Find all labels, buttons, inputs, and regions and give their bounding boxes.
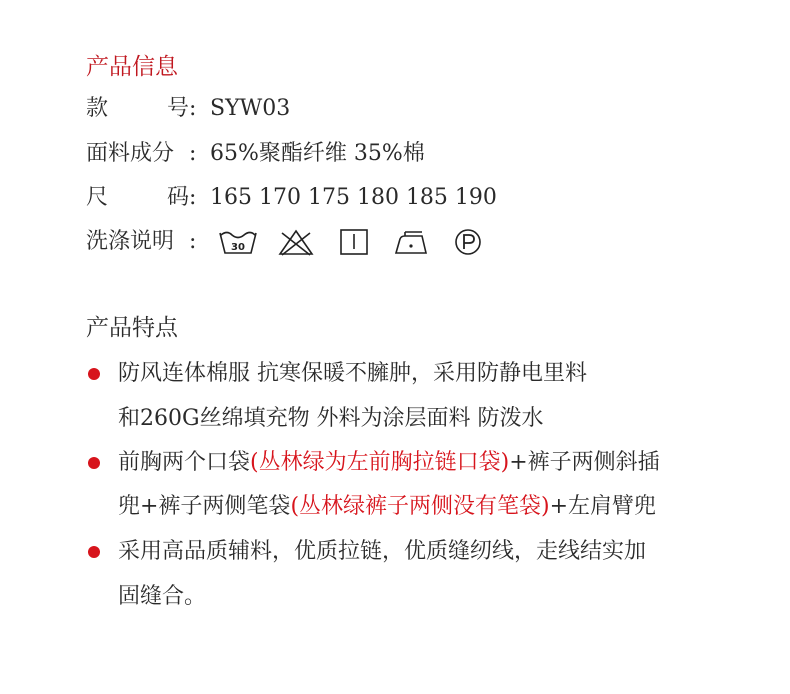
- feature-2-highlight: (丛林绿裤子两侧没有笔袋): [290, 494, 550, 519]
- feature-1-line-1: 防风连体棉服 抗寒保暖不臃肿，采用防静电里料: [118, 361, 587, 386]
- iron-icon: [392, 227, 432, 257]
- feature-2-text: +裤子两侧斜插: [509, 450, 660, 475]
- feature-2-text: +左肩臂兜: [549, 494, 657, 519]
- wash-30-icon: [218, 227, 258, 257]
- info-row-wash: [86, 227, 508, 257]
- feature-1-line-2: 和260G丝绵填充物 外料为涂层面料 防泼水: [118, 406, 544, 431]
- info-value-style-number: SYW03: [210, 96, 291, 121]
- feature-2-text: 兜+裤子两侧笔袋: [118, 494, 291, 519]
- info-label-size: [86, 183, 189, 213]
- feature-2-line-1: [118, 448, 660, 478]
- info-row-fabric: [86, 139, 425, 169]
- info-value-size: 165 170 175 180 185 190: [210, 185, 497, 210]
- info-label-part: 号: [166, 96, 189, 121]
- info-row-style-number: [86, 94, 290, 124]
- info-colon: :: [189, 141, 197, 166]
- no-bleach-icon: [276, 227, 316, 257]
- feature-3-line-1: 采用高品质辅料，优质拉链，优质缝纫线，走线结实加: [118, 539, 647, 564]
- info-colon: :: [189, 96, 197, 121]
- feature-3-line-2: 固缝合。: [118, 584, 207, 609]
- hang-dry-icon: [334, 227, 374, 257]
- info-value-fabric: 65%聚酯纤维 35%棉: [210, 141, 425, 166]
- product-features-title: 产品特点: [86, 315, 178, 341]
- feature-2-text: 前胸两个口袋: [118, 450, 251, 475]
- info-label-style-number: [86, 94, 189, 124]
- wash-icons: [218, 227, 508, 257]
- bullet-dot: [88, 457, 100, 469]
- info-colon: :: [189, 185, 197, 210]
- feature-2-highlight: (丛林绿为左前胸拉链口袋): [250, 450, 510, 475]
- feature-2-line-2: [118, 492, 656, 522]
- info-label-part: 码: [166, 185, 189, 210]
- dry-clean-p-icon: [450, 227, 490, 257]
- product-info-title: 产品信息: [86, 54, 178, 80]
- info-colon: :: [189, 229, 197, 254]
- wash-temp-label: 30: [231, 242, 245, 253]
- info-label-fabric: 面料成分: [86, 141, 175, 166]
- info-row-size: [86, 183, 497, 213]
- info-label-wash: 洗涤说明: [86, 229, 175, 254]
- bullet-dot: [88, 368, 100, 380]
- info-label-part: 尺: [86, 185, 109, 210]
- info-label-part: 款: [86, 96, 109, 121]
- bullet-dot: [88, 546, 100, 558]
